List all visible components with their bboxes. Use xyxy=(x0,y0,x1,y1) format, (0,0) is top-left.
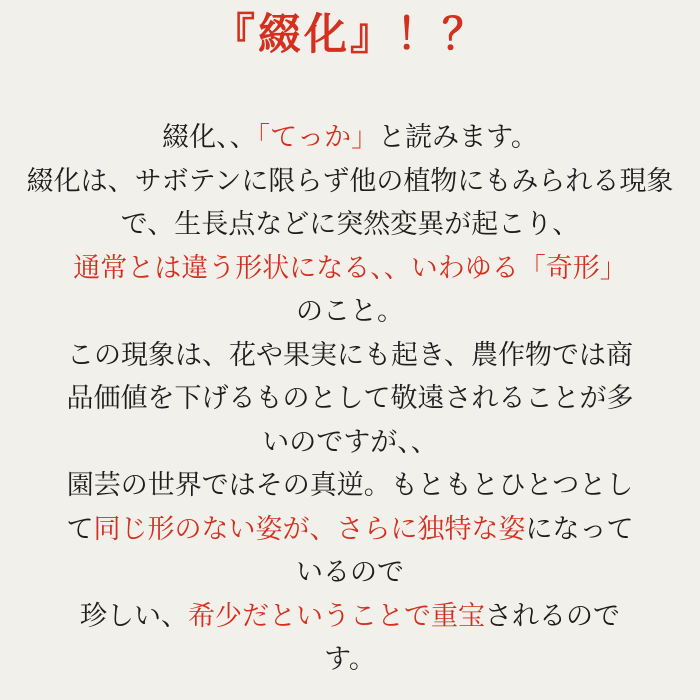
text-segment: で、生長点などに突然変異が起こり、 xyxy=(120,209,580,240)
text-line xyxy=(0,595,700,639)
text-line xyxy=(0,508,700,552)
text-segment: 綴化は、サボテンに限らず他の植物にもみられる現象 xyxy=(26,165,674,197)
text-line xyxy=(0,160,700,204)
page-title: 『綴化』！？ xyxy=(212,10,488,60)
text-segment: 園芸の世界ではその真逆。もともとひとつとし xyxy=(66,470,634,501)
text-segment: されるので xyxy=(485,600,620,632)
text-segment: と読みます。 xyxy=(378,122,538,153)
text-line xyxy=(0,116,700,160)
text-segment: いるので xyxy=(296,557,404,588)
text-line xyxy=(0,247,700,291)
text-segment: す。 xyxy=(324,644,376,675)
text-line xyxy=(0,203,700,247)
text-segment: になって xyxy=(525,513,634,545)
text-line xyxy=(0,464,700,508)
text-line xyxy=(0,421,700,465)
highlighted-text-segment: 通常とは違う形状になる、、いわゆる「奇形」 xyxy=(73,252,627,284)
highlighted-text-segment: 希少だということで重宝 xyxy=(188,600,485,632)
text-line xyxy=(0,334,700,378)
text-line xyxy=(0,290,700,334)
highlighted-text-segment: 同じ形のない姿が、さらに独特な姿 xyxy=(93,513,526,545)
text-segment: いのですが、、 xyxy=(262,426,438,458)
text-segment: 珍しい、 xyxy=(80,600,188,632)
body-text xyxy=(0,116,700,682)
text-segment: のこと。 xyxy=(296,296,404,327)
text-segment: 綴化、、 xyxy=(162,122,257,153)
text-segment: 品価値を下げるものとして敬遠されることが多 xyxy=(66,383,634,414)
text-line xyxy=(0,638,700,682)
text-line xyxy=(0,377,700,421)
highlighted-text-segment: 「てっか」 xyxy=(256,122,379,153)
text-line xyxy=(0,551,700,595)
text-segment: て xyxy=(66,513,94,545)
text-segment: この現象は、花や果実にも起き、農作物では商 xyxy=(67,339,633,371)
